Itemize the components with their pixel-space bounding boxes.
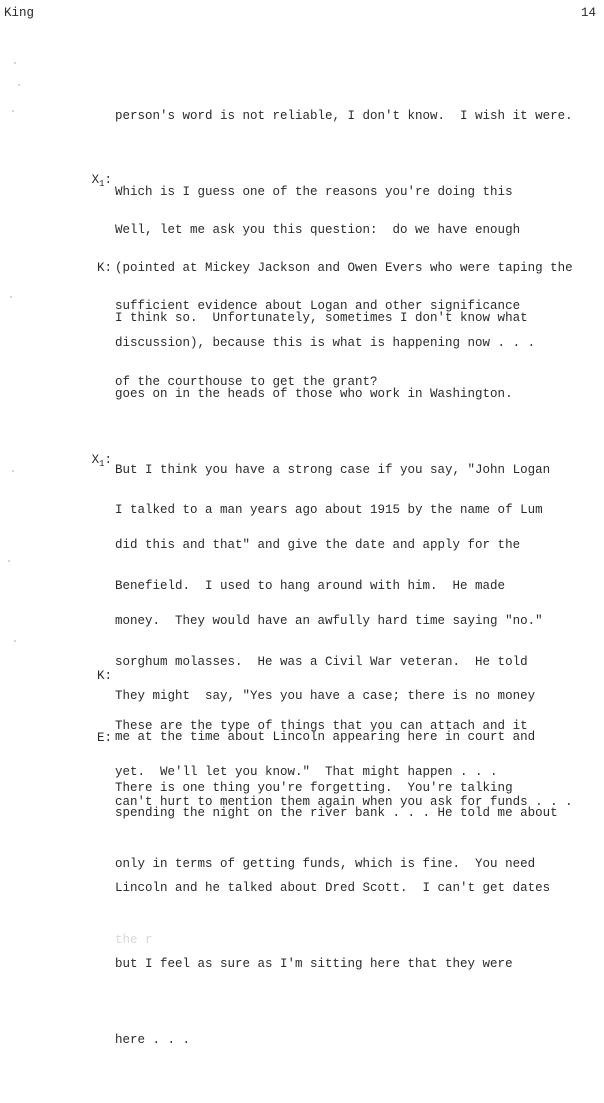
scan-speck <box>10 296 12 298</box>
scan-speck <box>12 110 14 112</box>
speaker-letter: E <box>96 731 105 745</box>
speaker-letter: K <box>96 669 105 683</box>
speaker-label: $X_1$: <box>91 453 112 469</box>
text-line: I talked to a man years ago about 1915 by the name of Lum <box>115 503 543 518</box>
text-line: discussion), because this is what is happening now . . . <box>115 336 536 351</box>
block-text <box>115 726 595 1003</box>
speaker-label: K: <box>96 261 112 275</box>
text-line: sorghum molasses. He was a Civil War veteran. He told <box>115 654 528 669</box>
text-line: I think so. Unfortunately, sometimes I don't know what <box>115 311 528 326</box>
text-line: me at the time about Lincoln appearing here in court and <box>115 730 536 745</box>
text-line: Which is I guess one of the reasons you're doing this <box>115 185 513 200</box>
text-line: money. They would have an awfully hard time saying "no." <box>115 613 543 628</box>
speaker-subscript: 1 <box>99 459 105 469</box>
speaker-letter: K <box>96 261 105 275</box>
text-line: of the courthouse to get the grant? <box>115 374 378 389</box>
speaker-label: E: <box>96 731 112 745</box>
speaker-subscript: 1 <box>99 179 105 189</box>
scan-speck <box>12 470 14 472</box>
text-line: did this and that" and give the date and apply for the <box>115 538 521 553</box>
text-line: can't hurt to mention them again when you ask for funds . . . <box>115 795 573 810</box>
text-line: Lincoln and he talked about Dred Scott. I can't get dates <box>115 881 551 896</box>
text-line-faded: the r <box>115 932 153 947</box>
text-line: spending the night on the river bank . . . He told me about <box>115 805 558 820</box>
speaker-letter: X <box>91 453 100 467</box>
text-line: There is one thing you're forgetting. You're talking <box>115 781 513 796</box>
text-line: But I think you have a strong case if you say, "John Logan <box>115 462 551 477</box>
text-line: but I feel as sure as I'm sitting here that they were <box>115 957 513 972</box>
text-line: Well, let me ask you this question: do we have enough <box>115 223 521 238</box>
text-line: person's word is not reliable, I don't know. I wish it were. <box>115 109 573 124</box>
text-line: only in terms of getting funds, which is fine. You need <box>115 857 536 872</box>
speaker-label: K: <box>96 669 112 683</box>
speaker-letter: X <box>91 173 100 187</box>
scan-speck <box>18 84 20 86</box>
speaker-label: $X_1$: <box>91 173 112 189</box>
text-line: yet. We'll let you know." That might happen . . . <box>115 765 498 780</box>
text-line: sufficient evidence about Logan and other significance <box>115 299 521 314</box>
text-line: goes on in the heads of those who work in Washington. <box>115 387 513 402</box>
page-number: 14 <box>580 6 596 20</box>
text-line: here . . . <box>115 1032 191 1047</box>
text-line: (pointed at Mickey Jackson and Owen Evers who were taping the <box>115 260 573 275</box>
text-line: Benefield. I used to hang around with him. He made <box>115 579 506 594</box>
header-name: King <box>4 6 35 20</box>
scan-speck <box>14 640 16 642</box>
scan-speck <box>8 560 10 562</box>
text-line: These are the type of things that you can attach and it <box>115 719 528 734</box>
scan-speck <box>14 62 16 64</box>
text-line: They might say, "Yes you have a case; there is no money <box>115 689 536 704</box>
